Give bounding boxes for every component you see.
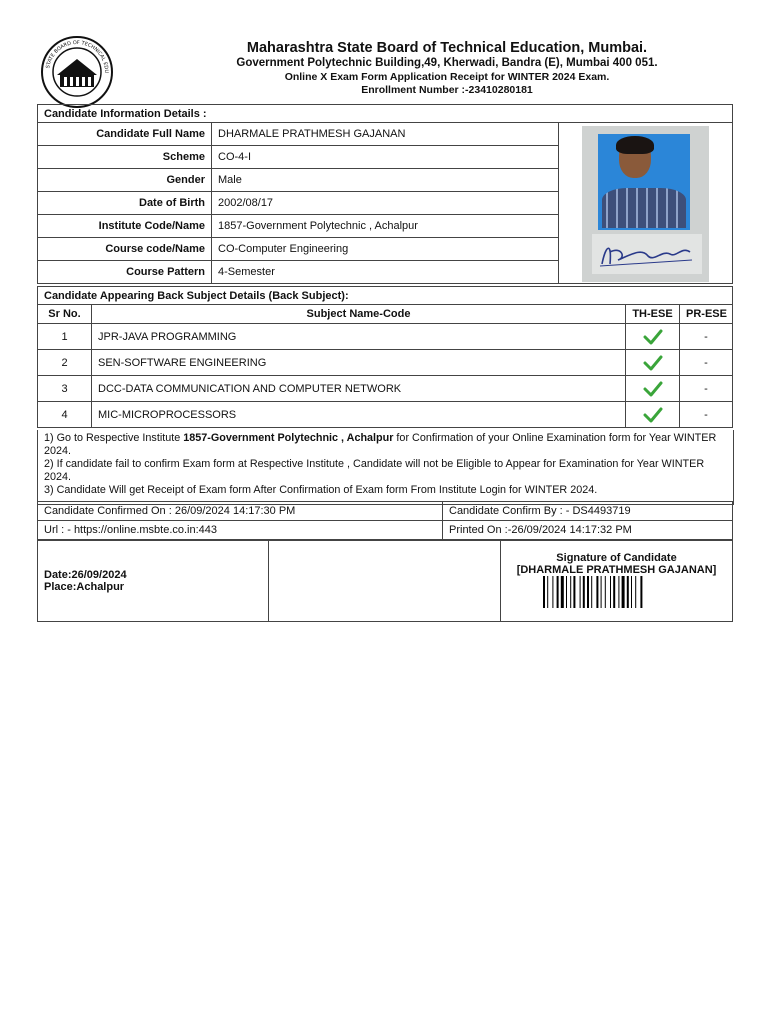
check-icon [643, 355, 663, 371]
value-dob: 2002/08/17 [212, 192, 559, 215]
value-scheme: CO-4-I [212, 146, 559, 169]
confirmed-by: Candidate Confirm By : - DS4493719 [443, 502, 733, 521]
blank-cell [269, 541, 501, 622]
value-pattern: 4-Semester [212, 261, 559, 284]
receipt-title: Online X Exam Form Application Receipt for WINTER 2024 Exam. [284, 71, 610, 83]
th-ese-cell [626, 376, 680, 402]
row-pr: - [680, 376, 733, 402]
msbte-logo [40, 35, 114, 109]
label-full-name: Candidate Full Name [38, 123, 212, 146]
enrollment-number: Enrollment Number :-23410280181 [361, 84, 533, 96]
signature-label: Signature of Candidate [556, 551, 677, 564]
printed-on: Printed On :-26/09/2024 14:17:32 PM [443, 521, 733, 540]
check-icon [643, 407, 663, 423]
row-sr: 3 [38, 376, 92, 402]
row-pr: - [680, 350, 733, 376]
footer-table [37, 540, 733, 622]
row-subject: DCC-DATA COMMUNICATION AND COMPUTER NETWORK [92, 376, 626, 402]
value-institute: 1857-Government Polytechnic , Achalpur [212, 215, 559, 238]
candidate-info-title: Candidate Information Details : [38, 105, 733, 123]
back-subject-title: Candidate Appearing Back Subject Details (Back Subject): [38, 287, 733, 305]
row-subject: JPR-JAVA PROGRAMMING [92, 324, 626, 350]
label-scheme: Scheme [38, 146, 212, 169]
row-pr: - [680, 402, 733, 428]
row-pr: - [680, 324, 733, 350]
check-icon [643, 381, 663, 397]
value-course: CO-Computer Engineering [212, 238, 559, 261]
table-row [38, 376, 733, 402]
barcode [543, 576, 691, 608]
label-course: Course code/Name [38, 238, 212, 261]
value-full-name: DHARMALE PRATHMESH GAJANAN [212, 123, 559, 146]
col-th-ese: TH-ESE [626, 305, 680, 324]
table-row [38, 324, 733, 350]
note-3: 3) Candidate Will get Receipt of Exam form After Confirmation of Exam form From Institute Login for WINTER 2024. [44, 484, 598, 496]
board-address: Government Polytechnic Building,49, Kherwadi, Bandra (E), Mumbai 400 051. [236, 57, 658, 69]
col-subject: Subject Name-Code [92, 305, 626, 324]
candidate-signature-image [592, 234, 702, 274]
table-row [38, 350, 733, 376]
check-icon [643, 329, 663, 345]
col-pr-ese: PR-ESE [680, 305, 733, 324]
th-ese-cell [626, 402, 680, 428]
print-place: Place:Achalpur [44, 581, 125, 593]
label-gender: Gender [38, 169, 212, 192]
row-subject: SEN-SOFTWARE ENGINEERING [92, 350, 626, 376]
label-institute: Institute Code/Name [38, 215, 212, 238]
back-subject-table [37, 286, 733, 428]
th-ese-cell [626, 324, 680, 350]
table-row [38, 402, 733, 428]
instructions-box [37, 430, 734, 505]
confirmation-table [37, 501, 733, 540]
confirmed-on: Candidate Confirmed On : 26/09/2024 14:17:30 PM [38, 502, 443, 521]
value-gender: Male [212, 169, 559, 192]
svg-text:STATE BOARD OF TECHNICAL EDUCA: STATE BOARD OF TECHNICAL EDU [45, 39, 110, 74]
note-1-institute: 1857-Government Polytechnic , Achalpur [183, 432, 394, 444]
row-sr: 4 [38, 402, 92, 428]
signature-name: [DHARMALE PRATHMESH GAJANAN] [516, 563, 717, 576]
print-date: Date:26/09/2024 [44, 569, 127, 581]
col-sr-no: Sr No. [38, 305, 92, 324]
note-1: 1) Go to Respective Institute 1857-Government Polytechnic , Achalpur for Confirmation of your Online Examination form for Year WINTER 2024. [44, 432, 717, 457]
candidate-photo [582, 126, 709, 282]
row-sr: 2 [38, 350, 92, 376]
row-sr: 1 [38, 324, 92, 350]
label-pattern: Course Pattern [38, 261, 212, 284]
board-name: Maharashtra State Board of Technical Education, Mumbai. [246, 40, 648, 56]
row-subject: MIC-MICROPROCESSORS [92, 402, 626, 428]
date-place-cell [38, 541, 269, 622]
label-dob: Date of Birth [38, 192, 212, 215]
th-ese-cell [626, 350, 680, 376]
note-2: 2) If candidate fail to confirm Exam form at Respective Institute , Candidate will not be Eligible to Appear for Examination for Year WINTER 2024. [44, 458, 705, 483]
signature-cell [501, 541, 733, 622]
portal-url: Url : - https://online.msbte.co.in:443 [38, 521, 443, 540]
